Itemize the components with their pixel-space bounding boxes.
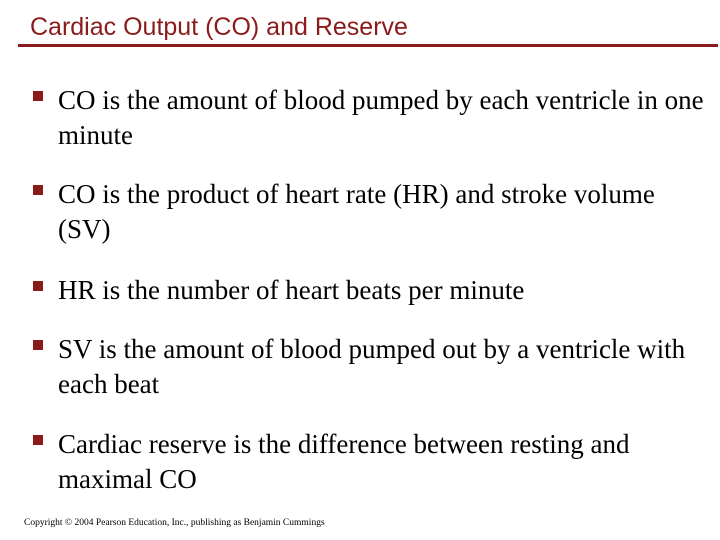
square-bullet-icon (33, 185, 43, 195)
bullet-text: HR is the number of heart beats per minute (58, 275, 525, 305)
bullet-item (33, 273, 713, 308)
square-bullet-icon (33, 281, 43, 291)
slide-title: Cardiac Output (CO) and Reserve (30, 13, 408, 41)
title-underline (18, 44, 718, 47)
square-bullet-icon (33, 435, 43, 445)
copyright-footer: Copyright © 2004 Pearson Education, Inc., publishing as Benjamin Cummings (24, 518, 325, 528)
bullet-text: CO is the amount of blood pumped by each ventricle in one minute (58, 85, 704, 150)
bullet-item (33, 177, 713, 247)
bullet-text: Cardiac reserve is the difference between resting and maximal CO (58, 429, 630, 494)
square-bullet-icon (33, 340, 43, 350)
bullet-item (33, 83, 713, 153)
bullet-item (33, 332, 713, 402)
bullet-text: SV is the amount of blood pumped out by a ventricle with each beat (58, 334, 686, 399)
square-bullet-icon (33, 91, 43, 101)
bullet-text: CO is the product of heart rate (HR) and stroke volume (SV) (58, 179, 655, 244)
bullet-item (33, 427, 713, 497)
